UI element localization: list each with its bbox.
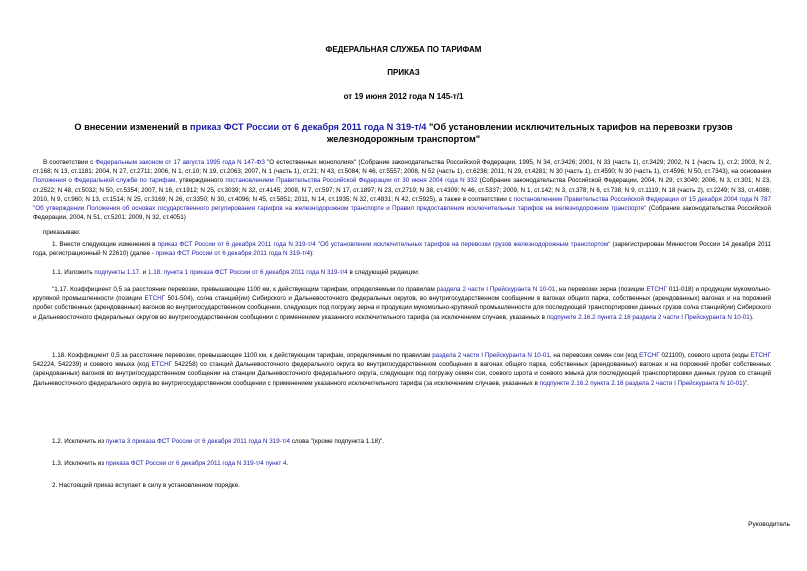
agency-name: ФЕДЕРАЛЬНАЯ СЛУЖБА ПО ТАРИФАМ: [325, 45, 482, 54]
orders-line: приказываю:: [43, 229, 81, 236]
paragraph-1-1: 1.1. Изложить подпункты 1.17. и 1.18. пункта 1 приказа ФСТ России от 6 декабря 2011 года N 319-т/4 в следующей редакции:: [52, 269, 420, 276]
etsng-link[interactable]: ЕТСНГ: [750, 352, 771, 359]
etsng-link[interactable]: ЕТСНГ: [144, 295, 166, 303]
document-type: ПРИКАЗ: [387, 68, 420, 77]
decree-787-link[interactable]: постановлением Правительства Российской Федерации от 15 декабря 2004 года N 787 "Об утверждении Положения об основах государственного регулирования тарифов на железнодорожном транспорте и Правил предоставления исключительных тарифов на железнодорожном транспорте": [33, 195, 771, 213]
title-order-link[interactable]: приказ ФСТ России от 6 декабря 2011 года N 319-т/4: [190, 122, 427, 132]
signature-label: Руководитель: [748, 521, 790, 528]
quote-1-18: 1.18. Коэффициент 0,5 за расстояние перевозки, превышающее 1100 км, к действующим тарифам, определяемым по правилам раздела 2 части I Прейскуранта N 10-01, на перевозки семян сои (код ЕТСНГ 021100), соевого шрота (коды ЕТСНГ 542224, 542239) и соевого жмыха (код ЕТСНГ 542258) со станций Дальневосточного федерального округа во внутригосударственном сообщении в вагонах общего парка, собственных (арендованных) вагонах и на порожний пробег собственных (арендованных) вагонов во внутригосударственном сообщении на станции Дальневосточного федерального округа, следующих под погрузку семян сои, соевого шрота и соевого жмыха для последующей транспортировки данных грузов со станций Дальневосточного федерального округа во внутригосударственном сообщении с применением указанного исключительного тарифа (за исключением случаев, указанных в подпункте 2.16.2 пункта 2.16 раздела 2 части I Прейскуранта N 10-01)".: [33, 352, 772, 387]
document-date-number: от 19 июня 2012 года N 145-т/1: [343, 92, 464, 101]
document-title: О внесении изменений в приказ ФСТ России от 6 декабря 2011 года N 319-т/4 "Об установлении исключительных тарифов на перевозки грузов железнодорожным транспортом": [74, 122, 733, 144]
etsng-link[interactable]: ЕТСНГ: [639, 352, 660, 359]
subparagraph-1-18-link[interactable]: 1.18. пункта 1 приказа ФСТ России от 6 декабря 2011 года N 319-т/4: [147, 269, 348, 276]
tariff-section-link[interactable]: раздела 2 части I Прейскуранта N 10-01: [436, 286, 556, 293]
paragraph-2: 2. Настоящий приказ вступает в силу в установленном порядке.: [52, 482, 241, 489]
paragraph-1-2: 1.2. Исключить из пункта 3 приказа ФСТ России от 6 декабря 2011 года N 319-т/4 слова "(кроме подпункта 1.18)".: [52, 438, 385, 445]
government-decree-link[interactable]: постановлением Правительства Российской Федерации от 30 июня 2004 года N 332: [225, 177, 478, 185]
order-319-link[interactable]: приказ ФСТ России от 6 декабря 2011 года N 319-т/4 "Об установлении исключительных тарифов на перевозки грузов железнодорожным транспортом": [157, 241, 611, 248]
subpoint-2-16-2-link[interactable]: подпункте 2.16.2 пункта 2.16 раздела 2 части I Прейскуранта N 10-01: [546, 313, 750, 321]
regulation-link[interactable]: Положения о Федеральной службе по тарифам: [33, 177, 176, 185]
subparagraph-1-17-link[interactable]: подпункты 1.17.: [94, 269, 141, 276]
etsng-link[interactable]: ЕТСНГ: [646, 286, 667, 293]
point-3-link[interactable]: пункта 3 приказа ФСТ России от 6 декабря 2011 года N 319-т/4: [105, 438, 290, 445]
paragraph-1-3: 1.3. Исключить из приказа ФСТ России от 6 декабря 2011 года N 319-т/4 пункт 4.: [52, 460, 289, 467]
federal-law-link[interactable]: Федеральным законом от 17 августа 1995 года N 147-ФЗ: [95, 159, 265, 166]
paragraph-1: 1. Внести следующие изменения в приказ ФСТ России от 6 декабря 2011 года N 319-т/4 "Об установлении исключительных тарифов на перевозки грузов железнодорожным транспортом" (зарегистрирован Минюстом России 14 декабря 2011 года, регистрационный N 22610) (далее - приказ ФСТ России от 6 декабря 2011 года N 319-т/4):: [33, 241, 772, 258]
subpoint-2-16-2-link[interactable]: подпункте 2.16.2 пункта 2.16 раздела 2 части I Прейскуранта N 10-01: [539, 379, 743, 387]
preamble-paragraph: В соответствии с Федеральным законом от 17 августа 1995 года N 147-ФЗ "О естественных монополиях" (Собрание законодательства Российской Федерации, 1995, N 34, ст.3426; 2001, N 33 (часть 1), ст.3429; 2002, N 1 (часть 1), ст.2; 2003, N 2, ст.168; N 13, ст.1181; 2004, N 27, ст.2711; 2006, N 1, ст.10; N 19, ст.2063; 2007, N 1 (часть 1), ст.21; N 43, ст.5084; N 46, ст.5557; 2008, N 52 (часть 1), ст.6236; 2011, N 29, ст.4281; N 30 (часть 1), ст.4590; N 30 (часть 1), ст.4596; N 50, ст.7343), на основании Положения о Федеральной службе по тарифам, утвержденного постановлением Правительства Российской Федерации от 30 июня 2004 года N 332 (Собрание законодательства Российской Федерации, 2004, N 29, ст.3049; 2006, N 3, ст.301; N 23, ст.2522; N 48, ст.5032; N 50, ст.5354; 2007, N 16, ст.1912; N 25, ст.3039; N 32, ст.4145; 2008, N 7, ст.597; N 17, ст.1897; N 23, ст.2719; N 38, ст.4309; N 46, ст.5337; 2009, N 1, ст.142; N 3, ст.378; N 6, ст.738; N 9, ст.1119; N 18 (часть 2), ст.2249; N 33, ст.4086; 2010, N 9, ст.960; N 13, ст.1514; N 25, ст.3169; N 26, ст.3350; N 30, ст.4096; N 45, ст.5851; 2011, N 14, ст.1935; N 32, ст.4831; N 42, ст.5925), а также в соответствии с постановлением Правительства Российской Федерации от 15 декабря 2004 года N 787 "Об утверждении Положения об основах государственного регулирования тарифов на железнодорожном транспорте и Правил предоставления исключительных тарифов на железнодорожном транспорте" (Собрание законодательства Российской Федерации, 2004, N 51, ст.5201; 2009, N 32, ст.4051): [33, 159, 772, 222]
point-4-link[interactable]: приказа ФСТ России от 6 декабря 2011 года N 319-т/4 пункт 4: [105, 460, 287, 467]
tariff-section-link[interactable]: раздела 2 части I Прейскуранта N 10-01: [432, 352, 550, 359]
quote-1-17: "1.17. Коэффициент 0,5 за расстояние перевозки, превышающее 1100 км, к действующим тарифам, определяемым по правилам раздела 2 части I Прейскуранта N 10-01, на перевозки зерна (позиции ЕТСНГ 011-018) и продукции мукомольно-крупяной промышленности (позиции ЕТСНГ 501-504), со/на станций(ии) Сибирского и Дальневосточного федеральных округов, во внутригосударственном сообщении в вагонах общего парка, собственных (арендованных) вагонах и на порожний пробег собственных (арендованных) вагонов во внутригосударственном сообщении, следующих под погрузку зерна и продукции мукомольно-крупяной промышленности для последующей транспортировки данных грузов со/на станций(ии) Сибирского и Дальневосточного федеральных округов во внутригосударственном сообщении с применением указанного исключительного тарифа (за исключением случаев, указанных в подпункте 2.16.2 пункта 2.16 раздела 2 части I Прейскуранта N 10-01).: [33, 286, 772, 321]
order-319-short-link[interactable]: приказ ФСТ России от 6 декабря 2011 года N 319-т/4: [155, 250, 311, 258]
etsng-link[interactable]: ЕТСНГ: [151, 361, 173, 369]
